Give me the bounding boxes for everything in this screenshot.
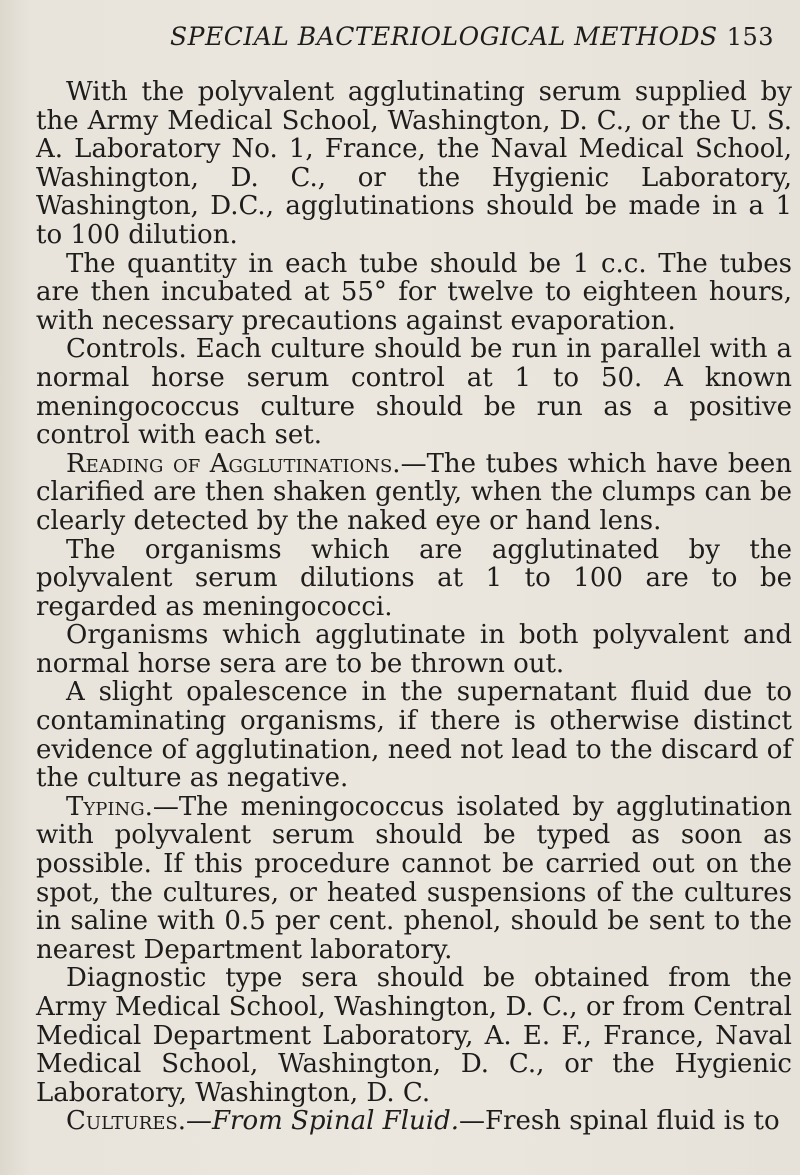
paragraph: A slight opalescence in the supernatant fluid due to contaminating organisms, if there is otherwise distinct evidence of agglutination, need not lead to the discard of the culture as negative. — [36, 677, 792, 794]
page-number: 153 — [726, 23, 774, 51]
paragraph: Diagnostic type sera should be obtained from the Army Medical School, Washington, D. C., or from Central Medical Department Laboratory, A. E. F., France, Naval Medical School, Washington, D. C., or the Hygienic Laboratory, Washington, D. C. — [36, 963, 792, 1108]
paragraph: Typing.—The meningococcus isolated by agglutination with polyvalent serum should be typed as soon as possible. If this procedure cannot be carried out on the spot, the cultures, or heated suspensions of the cultures in saline with 0.5 per cent. phenol, should be sent to the nearest Department laboratory. — [36, 791, 792, 965]
running-head — [170, 22, 774, 58]
section-heading: Typing. — [66, 791, 153, 822]
section-heading: Cultures. — [66, 1106, 187, 1137]
body-text — [36, 78, 792, 1136]
paragraph: Controls. Each culture should be run in parallel with a normal horse serum control at 1 to 50. A known meningococcus culture should be run as a positive control with each set. — [36, 334, 792, 451]
paragraph: Cultures.—From Spinal Fluid.—Fresh spinal fluid is to — [66, 1106, 780, 1137]
running-title: SPECIAL BACTERIOLOGICAL METHODS — [170, 22, 718, 51]
paragraph: Organisms which agglutinate in both polyvalent and normal horse sera are to be thrown out. — [36, 620, 792, 679]
paragraph: Reading of Agglutinations.—The tubes which have been clarified are then shaken gently, when the clumps can be clearly detected by the naked eye or hand lens. — [36, 448, 792, 536]
paragraph: With the polyvalent agglutinating serum supplied by the Army Medical School, Washington, D. C., or the U. S. A. Laboratory No. 1, France, the Naval Medical School, Washington, D. C., or the Hygienic Laboratory, Washington, D.C., agglutinations should be made in a 1 to 100 dilution. — [36, 77, 792, 250]
subsection-heading: —From Spinal Fluid. — [186, 1106, 459, 1137]
section-heading: Reading of Agglutinations. — [66, 448, 401, 479]
paragraph: The organisms which are agglutinated by the polyvalent serum dilutions at 1 to 100 are to be regarded as meningococci. — [36, 534, 792, 622]
paragraph: The quantity in each tube should be 1 c.c. The tubes are then incubated at 55° for twelve to eighteen hours, with necessary precautions against evaporation. — [36, 248, 792, 336]
